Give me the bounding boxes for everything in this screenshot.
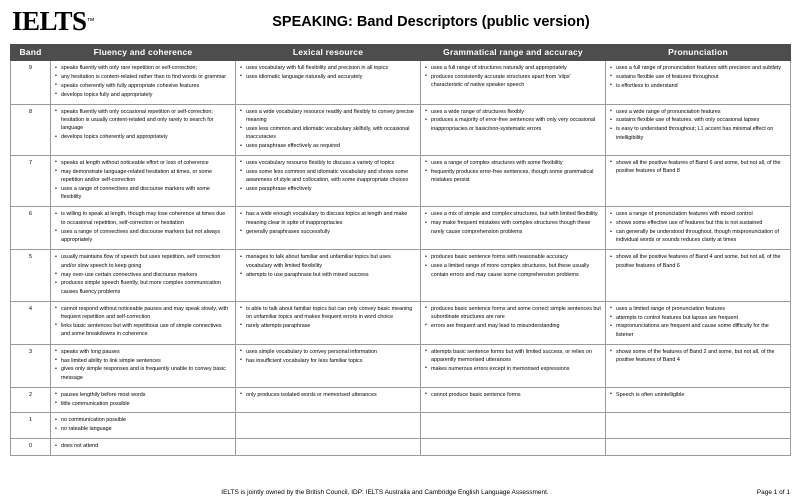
table-row	[11, 250, 791, 301]
lexical-cell	[236, 301, 421, 344]
criteria-item: • gives only simple responses and is frequently unable to convey basic message	[55, 365, 231, 382]
criteria-item: • produces basic sentence forms and some correct simple sentences but subordinate structures are rare	[425, 305, 601, 322]
criteria-item: • speaks fluently with only rare repetition or self-correction;	[55, 64, 231, 72]
lexical-cell	[236, 344, 421, 387]
criteria-item: • no rateable language	[55, 425, 231, 433]
band-score-cell: 1	[11, 413, 51, 439]
pronunciation-cell	[606, 61, 791, 105]
criteria-list	[55, 416, 231, 433]
pronunciation-cell	[606, 344, 791, 387]
fluency-cell	[51, 413, 236, 439]
criteria-list	[55, 348, 231, 383]
criteria-item: • shows some effective use of features but this is not sustained	[610, 219, 786, 227]
column-header-fluency: Fluency and coherence	[51, 45, 236, 61]
criteria-list	[425, 64, 601, 90]
criteria-item: • is willing to speak at length, though may lose coherence at times due to occasional repetition, self-correction or hesitation	[55, 210, 231, 227]
criteria-item: • shows all the positive features of Band 6 and some, but not all, of the positive features of Band 8	[610, 159, 786, 176]
fluency-cell	[51, 250, 236, 301]
band-score-cell: 5	[11, 250, 51, 301]
page-title: SPEAKING: Band Descriptors (public version)	[272, 14, 590, 30]
criteria-list	[425, 348, 601, 374]
grammar-cell	[421, 344, 606, 387]
band-score-cell: 8	[11, 104, 51, 155]
fluency-cell	[51, 155, 236, 206]
criteria-item: • manages to talk about familiar and unfamiliar topics but uses vocabulary with limited flexibility	[240, 253, 416, 270]
criteria-item: • uses idiomatic language naturally and accurately	[240, 73, 416, 81]
criteria-item: • cannot produce basic sentence forms	[425, 391, 601, 399]
criteria-list	[610, 108, 786, 143]
table-row	[11, 387, 791, 413]
band-score-cell: 0	[11, 439, 51, 456]
criteria-item: • uses a full range of pronunciation features with precision and subtlety	[610, 64, 786, 72]
criteria-list	[610, 210, 786, 245]
criteria-item: • can generally be understood throughout, though mispronunciation of individual words or sounds reduces clarity at times	[610, 228, 786, 245]
criteria-item: • speaks fluently with only occasional repetition or self-correction; hesitation is usually content-related and only rarely to search for language	[55, 108, 231, 133]
fluency-cell	[51, 104, 236, 155]
lexical-cell	[236, 155, 421, 206]
criteria-item: • shows all the positive features of Band 4 and some, but not all, of the positive features of Band 6	[610, 253, 786, 270]
lexical-cell	[236, 61, 421, 105]
document-footer	[10, 489, 790, 496]
grammar-cell	[421, 413, 606, 439]
band-descriptors-table	[10, 44, 791, 456]
criteria-item: • uses vocabulary resource flexibly to discuss a variety of topics	[240, 159, 416, 167]
footer-page-number: Page 1 of 1	[756, 489, 790, 496]
grammar-cell	[421, 387, 606, 413]
criteria-list	[240, 64, 416, 81]
criteria-list	[425, 210, 601, 236]
criteria-item: • has a wide enough vocabulary to discuss topics at length and make meaning clear in spite of inappropriacies	[240, 210, 416, 227]
fluency-cell	[51, 301, 236, 344]
table-row	[11, 155, 791, 206]
pronunciation-cell	[606, 155, 791, 206]
band-score-cell: 7	[11, 155, 51, 206]
table-row	[11, 344, 791, 387]
table-row	[11, 61, 791, 105]
criteria-item: • speaks with long pauses	[55, 348, 231, 356]
pronunciation-cell	[606, 413, 791, 439]
criteria-item: • may make frequent mistakes with complex structures though these rarely cause comprehension problems	[425, 219, 601, 236]
pronunciation-cell	[606, 104, 791, 155]
criteria-item: • uses a range of connectives and discourse markers but not always appropriately	[55, 228, 231, 245]
criteria-list	[425, 253, 601, 279]
criteria-item: • uses a limited range of more complex structures, but these usually contain errors and may cause some comprehension problems	[425, 262, 601, 279]
criteria-list	[55, 64, 231, 99]
criteria-item: • only produces isolated words or memorised utterances	[240, 391, 416, 399]
criteria-item: • may demonstrate language-related hesitation at times, or some repetition and/or self-correction	[55, 168, 231, 185]
criteria-item: • has insufficient vocabulary for less familiar topics	[240, 357, 416, 365]
lexical-cell	[236, 413, 421, 439]
criteria-list	[55, 391, 231, 408]
criteria-item: • cannot respond without noticeable pauses and may speak slowly, with frequent repetition and self-correction	[55, 305, 231, 322]
criteria-list	[55, 210, 231, 244]
criteria-item: • is easy to understand throughout; L1 accent has minimal effect on intelligibility	[610, 125, 786, 142]
criteria-item: • uses simple vocabulary to convey personal information	[240, 348, 416, 356]
criteria-item: • Speech is often unintelligible	[610, 391, 786, 399]
criteria-item: • is effortless to understand	[610, 82, 786, 90]
table-header-row	[11, 45, 791, 61]
criteria-item: • uses a full range of structures naturally and appropriately	[425, 64, 601, 72]
band-score-cell: 4	[11, 301, 51, 344]
criteria-item: • speaks at length without noticeable effort or loss of coherence	[55, 159, 231, 167]
criteria-list	[240, 305, 416, 331]
criteria-item: • little communication possible	[55, 400, 231, 408]
criteria-list	[240, 348, 416, 365]
criteria-item: • produces basic sentence forms with reasonable accuracy	[425, 253, 601, 261]
fluency-cell	[51, 387, 236, 413]
criteria-list	[240, 108, 416, 151]
criteria-item: • produces a majority of error-free sentences with only very occasional inappropriacies or basic/non-systematic errors	[425, 116, 601, 133]
fluency-cell	[51, 207, 236, 250]
criteria-list	[610, 305, 786, 340]
criteria-list	[610, 348, 786, 365]
column-header-grammar: Grammatical range and accuracy	[421, 45, 606, 61]
grammar-cell	[421, 250, 606, 301]
criteria-item: • uses a limited range of pronunciation features	[610, 305, 786, 313]
table-row	[11, 104, 791, 155]
criteria-list	[610, 391, 786, 399]
criteria-item: • usually maintains flow of speech but uses repetition, self correction and/or slow speech to keep going	[55, 253, 231, 270]
criteria-list	[55, 253, 231, 296]
criteria-item: • uses a wide vocabulary resource readily and flexibly to convey precise meaning	[240, 108, 416, 125]
table-row	[11, 301, 791, 344]
table-row	[11, 207, 791, 250]
criteria-list	[240, 391, 416, 399]
criteria-item: • uses paraphrase effectively	[240, 185, 416, 193]
criteria-item: • produces consistently accurate structures apart from 'slips' characteristic of native speaker speech	[425, 73, 601, 90]
criteria-item: • develops topics fully and appropriately	[55, 91, 231, 99]
criteria-item: • rarely attempts paraphrase	[240, 322, 416, 330]
fluency-cell	[51, 61, 236, 105]
band-score-cell: 9	[11, 61, 51, 105]
criteria-item: • develops topics coherently and appropriately	[55, 133, 231, 141]
criteria-item: • generally paraphrases successfully	[240, 228, 416, 236]
criteria-item: • uses a range of complex structures with some flexibility	[425, 159, 601, 167]
trademark-symbol: ™	[86, 16, 95, 26]
criteria-list	[425, 391, 601, 399]
criteria-item: • does not attend	[55, 442, 231, 450]
document-header	[10, 6, 790, 42]
pronunciation-cell	[606, 387, 791, 413]
criteria-item: • sustains flexible use of features throughout	[610, 73, 786, 81]
grammar-cell	[421, 104, 606, 155]
pronunciation-cell	[606, 439, 791, 456]
band-score-cell: 3	[11, 344, 51, 387]
criteria-list	[55, 159, 231, 202]
table-row	[11, 439, 791, 456]
column-header-band: Band	[11, 45, 51, 61]
criteria-item: • attempts to use paraphrase but with mixed success	[240, 271, 416, 279]
logo-text: IELTS	[12, 6, 87, 36]
fluency-cell	[51, 439, 236, 456]
band-score-cell: 6	[11, 207, 51, 250]
lexical-cell	[236, 250, 421, 301]
table-row	[11, 413, 791, 439]
footer-ownership-text: IELTS is jointly owned by the British Council, IDP: IELTS Australia and Cambridge English Language Assessment.	[221, 489, 549, 496]
criteria-item: • frequently produces error-free sentences, though some grammatical mistakes persist	[425, 168, 601, 185]
criteria-list	[425, 305, 601, 331]
criteria-item: • uses a range of pronunciation features with mixed control	[610, 210, 786, 218]
table-body	[11, 61, 791, 456]
criteria-item: • uses a mix of simple and complex structures, but with limited flexibility	[425, 210, 601, 218]
criteria-item: • uses less common and idiomatic vocabulary skilfully, with occasional inaccuracies	[240, 125, 416, 142]
criteria-item: • is able to talk about familiar topics but can only convey basic meaning on unfamiliar topics and makes frequent errors in word choice	[240, 305, 416, 322]
pronunciation-cell	[606, 301, 791, 344]
criteria-item: • any hesitation is content-related rather than to find words or grammar	[55, 73, 231, 81]
criteria-list	[610, 159, 786, 176]
band-score-cell: 2	[11, 387, 51, 413]
lexical-cell	[236, 104, 421, 155]
criteria-list	[610, 253, 786, 270]
criteria-list	[55, 108, 231, 142]
criteria-list	[240, 210, 416, 236]
column-header-lexical: Lexical resource	[236, 45, 421, 61]
criteria-item: • no communication possible	[55, 416, 231, 424]
criteria-item: • speaks coherently with fully appropriate cohesive features	[55, 82, 231, 90]
criteria-item: • uses a wide range of pronunciation features	[610, 108, 786, 116]
criteria-item: • pauses lengthily before most words	[55, 391, 231, 399]
criteria-list	[240, 253, 416, 279]
lexical-cell	[236, 439, 421, 456]
criteria-item: • errors are frequent and may lead to misunderstanding	[425, 322, 601, 330]
criteria-item: • uses a wide range of structures flexibly	[425, 108, 601, 116]
pronunciation-cell	[606, 207, 791, 250]
grammar-cell	[421, 207, 606, 250]
criteria-list	[610, 64, 786, 90]
criteria-item: • uses paraphrase effectively as required	[240, 142, 416, 150]
criteria-list	[55, 305, 231, 339]
criteria-item: • mispronunciations are frequent and cause some difficulty for the listener	[610, 322, 786, 339]
criteria-item: • makes numerous errors except in memorised expressions	[425, 365, 601, 373]
criteria-item: • shows some of the features of Band 2 and some, but not all, of the positive features of Band 4	[610, 348, 786, 365]
grammar-cell	[421, 301, 606, 344]
criteria-item: • produces simple speech fluently, but more complex communication causes fluency problems	[55, 279, 231, 296]
criteria-item: • uses a range of connectives and discourse markers with some flexibility	[55, 185, 231, 202]
lexical-cell	[236, 387, 421, 413]
ielts-logo	[12, 8, 132, 35]
criteria-item: • may over-use certain connectives and discourse markers	[55, 271, 231, 279]
column-header-pronunciation: Pronunciation	[606, 45, 791, 61]
criteria-list	[425, 159, 601, 185]
grammar-cell	[421, 439, 606, 456]
fluency-cell	[51, 344, 236, 387]
criteria-item: • sustains flexible use of features, with only occasional lapses	[610, 116, 786, 124]
pronunciation-cell	[606, 250, 791, 301]
criteria-list	[240, 159, 416, 194]
lexical-cell	[236, 207, 421, 250]
criteria-item: • uses vocabulary with full flexibility and precision in all topics	[240, 64, 416, 72]
criteria-item: • links basic sentences but with repetitious use of simple connectives and some breakdowns in coherence	[55, 322, 231, 339]
grammar-cell	[421, 61, 606, 105]
criteria-item: • has limited ability to link simple sentences	[55, 357, 231, 365]
criteria-item: • attempts to control features but lapses are frequent	[610, 314, 786, 322]
criteria-item: • uses some less common and idiomatic vocabulary and shows some awareness of style and collocation, with some inappropriate choices	[240, 168, 416, 185]
criteria-list	[55, 442, 231, 450]
criteria-list	[425, 108, 601, 134]
criteria-item: • attempts basic sentence forms but with limited success, or relies on apparently memorised utterances	[425, 348, 601, 365]
grammar-cell	[421, 155, 606, 206]
